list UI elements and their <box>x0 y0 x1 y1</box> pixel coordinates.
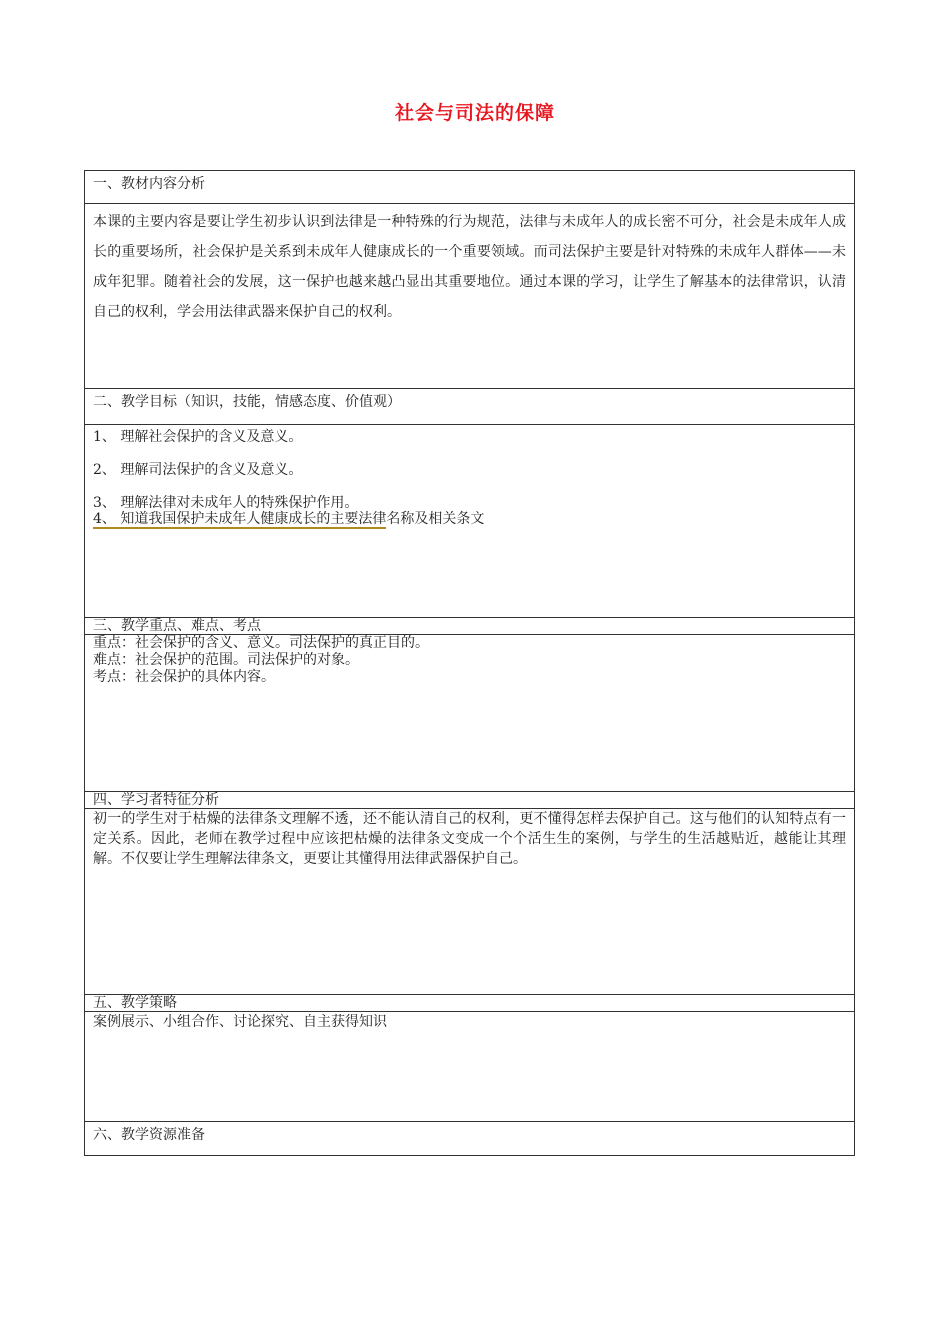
section-5-content: 案例展示、小组合作、讨论探究、自主获得知识 <box>85 1011 854 1121</box>
objective-item-continuation: 名称及相关条文 <box>386 511 485 527</box>
objective-item: 4、 知道我国保护未成年人健康成长的主要法律 <box>93 511 387 527</box>
objective-item: 3、 理解法律对未成年人的特殊保护作用。 <box>93 495 359 511</box>
section-4-content: 初一的学生对于枯燥的法律条文理解不透，还不能认清自己的权利，更不懂得怎样去保护自己。这与他们的认知特点有一定关系。因此，老师在教学过程中应该把枯燥的法律条文变成一个个活生生的案例，与学生的生活越贴近，越能让其理解。不仅要让学生理解法律条文，更要让其懂得用法律武器保护自己。 <box>85 808 854 994</box>
objective-item: 2、 理解司法保护的含义及意义。 <box>93 462 303 478</box>
objective-item: 1、 理解社会保护的含义及意义。 <box>93 429 303 445</box>
section-4-header: 四、学习者特征分析 <box>85 791 854 808</box>
section-3-content <box>85 634 854 791</box>
section-1-header: 一、教材内容分析 <box>93 176 205 192</box>
section-1-content: 本课的主要内容是要让学生初步认识到法律是一种特殊的行为规范，法律与未成年人的成长密不可分，社会是未成年人成长的重要场所，社会保护是关系到未成年人健康成长的一个重要领域。而司法保护主要是针对特殊的未成年人群体——未成年犯罪。随着社会的发展，这一保护也越来越凸显出其重要地位。通过本课的学习，让学生了解基本的法律常识，认清自己的权利，学会用法律武器来保护自己的权利。 <box>85 203 854 388</box>
section-2-content <box>85 424 854 617</box>
key-point-item: 重点：社会保护的含义、意义。司法保护的真正目的。 <box>93 635 429 651</box>
difficulty-item: 难点：社会保护的范围。司法保护的对象。 <box>93 652 359 668</box>
section-6-header: 六、教学资源准备 <box>85 1121 854 1155</box>
exam-point-item: 考点：社会保护的具体内容。 <box>93 669 275 685</box>
section-2-header: 二、教学目标（知识，技能，情感态度、价值观） <box>85 388 854 424</box>
section-5-header: 五、教学策略 <box>85 994 854 1011</box>
section-3-header: 三、教学重点、难点、考点 <box>85 617 854 634</box>
document-title: 社会与司法的保障 <box>394 102 555 124</box>
lesson-plan-table <box>84 170 855 1156</box>
